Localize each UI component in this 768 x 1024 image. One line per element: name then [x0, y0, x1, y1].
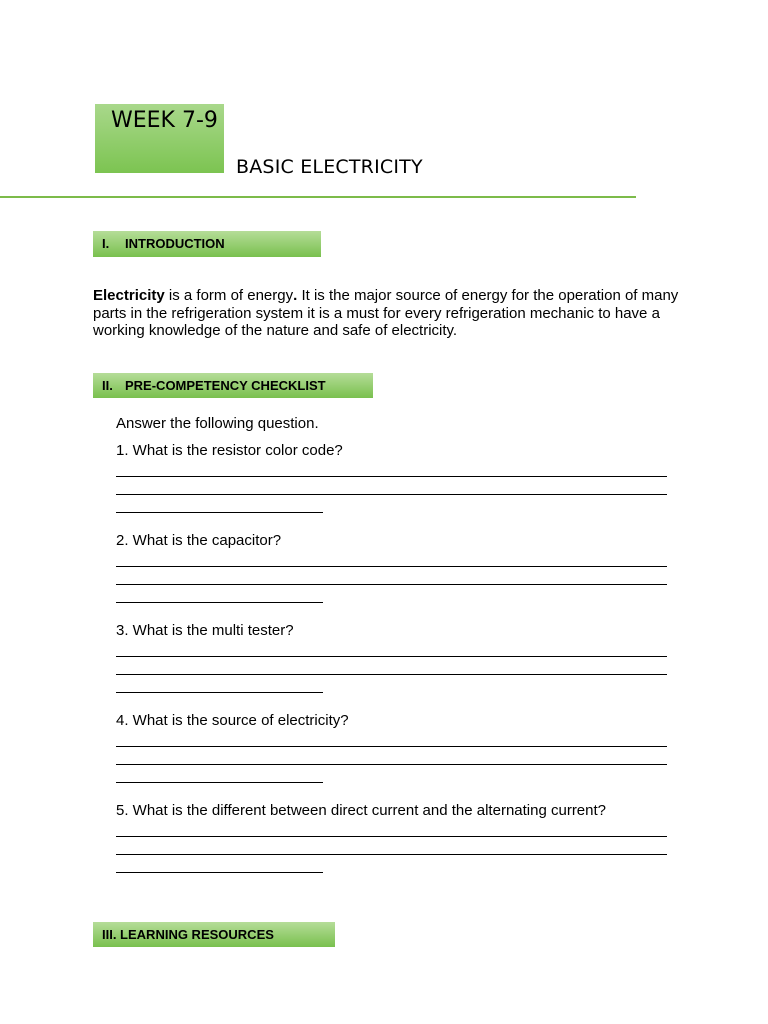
section-number: I.: [102, 236, 110, 251]
answer-line[interactable]: [116, 584, 667, 585]
section-number: II.: [102, 378, 113, 393]
question-item: [116, 532, 676, 622]
section-introduction-header: [93, 231, 321, 257]
answer-line[interactable]: [116, 566, 667, 567]
question-item: [116, 622, 676, 712]
checklist-instruction: Answer the following question.: [116, 415, 319, 432]
document-title: BASIC ELECTRICITY: [236, 156, 423, 178]
intro-period: .: [293, 287, 298, 304]
answer-line[interactable]: [116, 872, 323, 873]
answer-line[interactable]: [116, 494, 667, 495]
answer-line[interactable]: [116, 746, 667, 747]
answer-line[interactable]: [116, 692, 323, 693]
question-text: 4. What is the source of electricity?: [116, 712, 349, 729]
title-divider: [0, 196, 636, 198]
answer-line[interactable]: [116, 656, 667, 657]
answer-line[interactable]: [116, 782, 323, 783]
week-label: WEEK 7-9: [111, 108, 218, 133]
intro-term: Electricity: [93, 287, 165, 304]
section-label: III. LEARNING RESOURCES: [102, 927, 274, 942]
question-text: 2. What is the capacitor?: [116, 532, 282, 549]
section-label: INTRODUCTION: [125, 236, 225, 251]
question-text: 5. What is the different between direct current and the alternating current?: [116, 802, 607, 819]
answer-line[interactable]: [116, 512, 323, 513]
introduction-paragraph: [93, 287, 683, 340]
answer-line[interactable]: [116, 674, 667, 675]
question-item: [116, 802, 676, 892]
answer-line[interactable]: [116, 854, 667, 855]
section-resources-header: [93, 922, 335, 947]
section-checklist-header: [93, 373, 373, 398]
checklist-questions: [116, 415, 676, 892]
question-text: 1. What is the resistor color code?: [116, 442, 343, 459]
intro-text-2: It is the major source of energy for the operation of many parts in the refrigeration system it is a must for every refrigeration mechanic to have a working knowledge of the nature and safe of electricity.: [93, 287, 679, 339]
intro-text-1: is a form of energy: [164, 287, 294, 304]
answer-line[interactable]: [116, 476, 667, 477]
question-text: 3. What is the multi tester?: [116, 622, 294, 639]
question-item: [116, 712, 676, 802]
question-item: [116, 442, 676, 532]
week-label-box: [95, 104, 224, 173]
answer-line[interactable]: [116, 764, 667, 765]
answer-line[interactable]: [116, 602, 323, 603]
section-label: PRE-COMPETENCY CHECKLIST: [125, 378, 326, 393]
answer-line[interactable]: [116, 836, 667, 837]
